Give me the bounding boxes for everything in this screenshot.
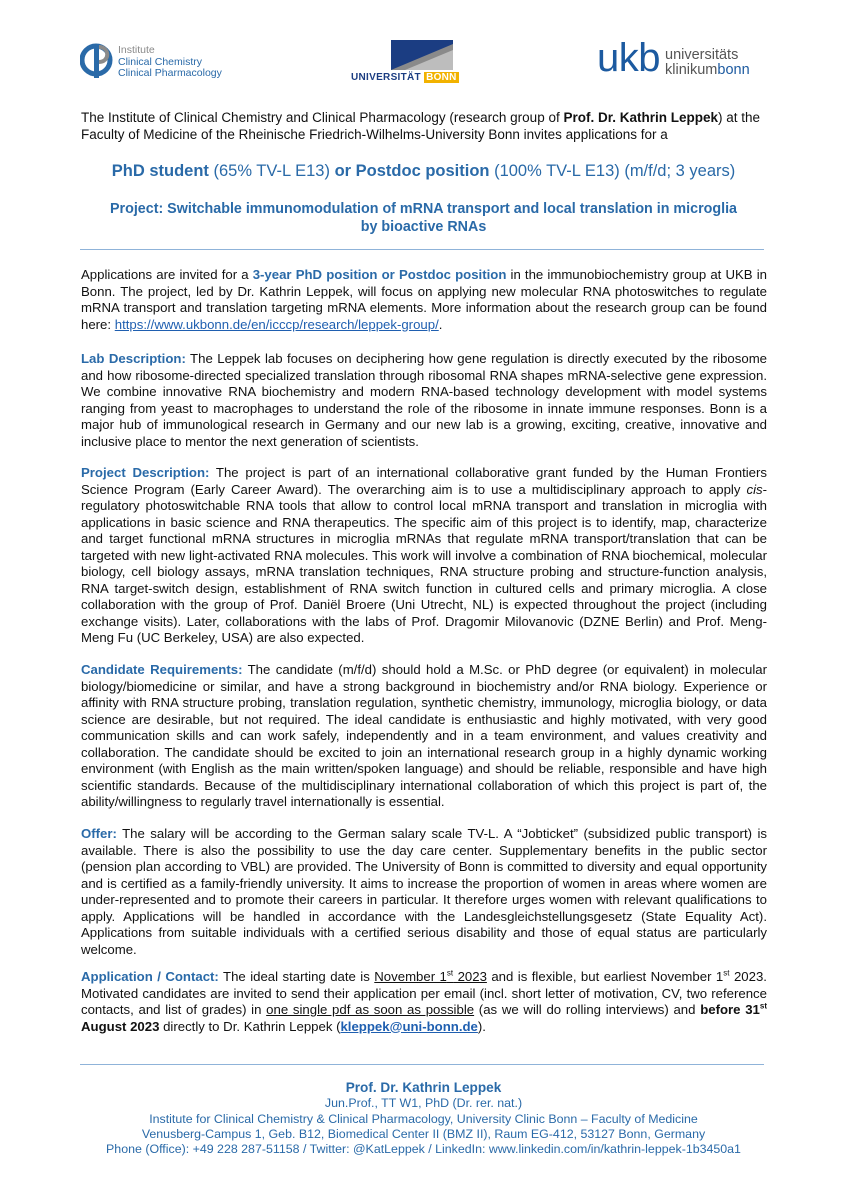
start-date: November 1st 2023 <box>374 968 487 984</box>
pi-name: Prof. Dr. Kathrin Leppek <box>563 110 718 125</box>
footer-title: Jun.Prof., TT W1, PhD (Dr. rer. nat.) <box>324 1096 523 1111</box>
offer-label: Offer: <box>81 826 117 841</box>
ukb-logo-text: universitäts klinikumbonn <box>665 47 750 78</box>
footer-phone: Phone (Office): +49 228 287-51158 / Twitter: @KatLeppek / LinkedIn: www.linkedin.com/in/kathrin-leppek-1b3450a1 <box>106 1142 741 1157</box>
research-group-link[interactable]: https://www.ukbonn.de/en/icccp/research/leppek-group/ <box>114 316 439 332</box>
footer-name: Prof. Dr. Kathrin Leppek <box>345 1080 502 1095</box>
applications-paragraph: Applications are invited for a 3-year PhD position or Postdoc position in the immunobiochemistry group at UKB in Bonn. The project, led by Dr. Kathrin Leppek, will focus on applying new molecular RNA photoswitches to regulate mRNA transport and translation targeting mRNA elements. More information about the research group can be found here: https://www.ukbonn.de/en/icccp/research/leppek-group/. <box>81 267 767 332</box>
candidate-requirements-paragraph: Candidate Requirements: The candidate (m/f/d) should hold a M.Sc. or PhD degree (or equivalent) in molecular biology/biomedicine or similar, and have a strong background in biochemistry and/or RNA biology. Experience or affinity with RNA structure probing, translation regulation, synthetic chemistry, immunology, microglia biology, or data science are desirable, but not required. The ideal candidate is enthusiastic and highly motivated, with very good communication skills and can work safely, independently and in a team environment, and values creativity and collaboration. The candidate should be excited to join an international research group in a highly dynamic working environment (with English as the main written/spoken language) and should be reliable, responsible and have high scientific standards. Because of the multidisciplinary international collaboration of which this project is part of, the ability/willingness to regularly travel internationally is essential. <box>81 662 767 809</box>
uni-bonn-wordmark: UNIVERSITÄT BONN <box>351 72 457 83</box>
uni-bonn-logo <box>351 40 463 84</box>
intro-paragraph: The Institute of Clinical Chemistry and Clinical Pharmacology (research group of Prof. Dr. Kathrin Leppek) at the Faculty of Medicine of the Rheinische Friedrich-Wilhelms-University Bonn invites applications for a <box>81 110 761 142</box>
footer-institute: Institute for Clinical Chemistry & Clinical Pharmacology, University Clinic Bonn – Faculty of Medicine <box>149 1111 698 1126</box>
deadline: before 31st August 2023 <box>81 1001 767 1034</box>
ukb-logo <box>597 36 767 84</box>
footer-contact <box>0 1080 847 1157</box>
icc-logo-line2: Clinical Chemistry <box>118 55 203 68</box>
icc-logo-icon <box>80 40 116 80</box>
uni-bonn-logo-icon <box>391 40 453 70</box>
lab-description-paragraph: Lab Description: The Leppek lab focuses on deciphering how gene regulation is directly executed by the ribosome and how ribosome-directed specialized translation through ribosomal RNA shapes mRNA-selective gene expression. We combine innovative RNA biochemistry and modern RNA-based technology development with model systems ranging from yeast to macrophages to understand the role of the ribosome in innate immune responses. Bonn is a major hub of immunological research in Germany and our new lab is a growing, exciting, creative, innovative and inclusive place to mentor the next generation of scientists. <box>81 351 768 449</box>
footer-address: Venusberg-Campus 1, Geb. B12, Biomedical Center II (BMZ II), Raum EG-412, 53127 Bonn, Germany <box>141 1126 706 1141</box>
offer-paragraph: Offer: The salary will be according to the German salary scale TV-L. A “Jobticket” (subsidized public transport) is available. There is also the possibility to use the day care center. Supplementary benefits in the public sector (pension plan according to VBL) are provided. The University of Bonn is committed to diversity and equal opportunity and is certified as a family-friendly university. It aims to increase the proportion of women in areas where women are under-represented and to promote their careers in particular. It therefore urges women with relevant qualifications to apply. Applications will be handled in accordance with the Landesgleichstellungsgesetz (State Equality Act). Applications from suitable individuals with a certified serious disability and those of equal status are particularly welcome. <box>81 826 767 957</box>
icc-logo-line3: Clinical Pharmacology <box>118 67 222 79</box>
contact-email-link[interactable]: kleppek@uni-bonn.de <box>340 1018 478 1034</box>
divider-bottom <box>80 1064 764 1065</box>
divider-top <box>80 249 764 250</box>
application-contact-paragraph: Application / Contact: The ideal starting date is November 1st 2023 and is flexible, but earliest November 1st 2023. Motivated candidates are invited to send their application per email (incl. short letter of motivation, CV, two reference contacts, and list of grades) in one single pdf as soon as possible (as we will do rolling interviews) and before 31st August 2023 directly to Dr. Kathrin Leppek (kleppek@uni-bonn.de). <box>81 968 767 1034</box>
project-description-label: Project Description: <box>81 465 210 480</box>
project-description-paragraph: Project Description: The project is part of an international collaborative grant funded by the Human Frontiers Science Program (Early Career Award). The overarching aim is to use a multidisciplinary approach to apply cis-regulatory photoswitchable RNA tools that allow to control local mRNA transport and translation in microglia with applications in basic science and RNA therapeutics. The specific aim of this project is to identify, map, characterize and target functional mRNA structures in microglia mRNAs that regulate mRNA transport/translation that can be targeted with new light-activated RNA molecules. This work will involve a combination of RNA biochemical, molecular biology, cell biology assays, mRNA translation techniques, RNA structure probing and structure-function analysis, RNA target-switch design, establishment of RNA switch function in cultured cells and primary microglia. A close collaboration with the group of Prof. Daniël Broere (Uni Utrecht, NL) is expected throughout the project (including exchange visits). Later, collaborations with the labs of Prof. Dragomir Milovanovic (DZNE Berlin) and Prof. Meng-Meng Fu (UC Berkeley, USA) are also expected. <box>81 465 768 645</box>
candidate-requirements-label: Candidate Requirements: <box>81 662 243 677</box>
header-logos <box>0 0 847 95</box>
project-title: Project: Switchable immunomodulation of mRNA transport and local translation in microglia by bioactive RNAs <box>109 201 737 235</box>
application-contact-label: Application / Contact: <box>81 969 219 984</box>
icc-logo-line1: Institute <box>118 44 155 56</box>
position-title: PhD student (65% TV-L E13) or Postdoc position (100% TV-L E13) (m/f/d; 3 years) <box>111 162 736 180</box>
ukb-logo-abbr: ukb <box>597 36 660 80</box>
lab-description-label: Lab Description: <box>81 351 186 366</box>
icc-logo <box>80 40 230 84</box>
